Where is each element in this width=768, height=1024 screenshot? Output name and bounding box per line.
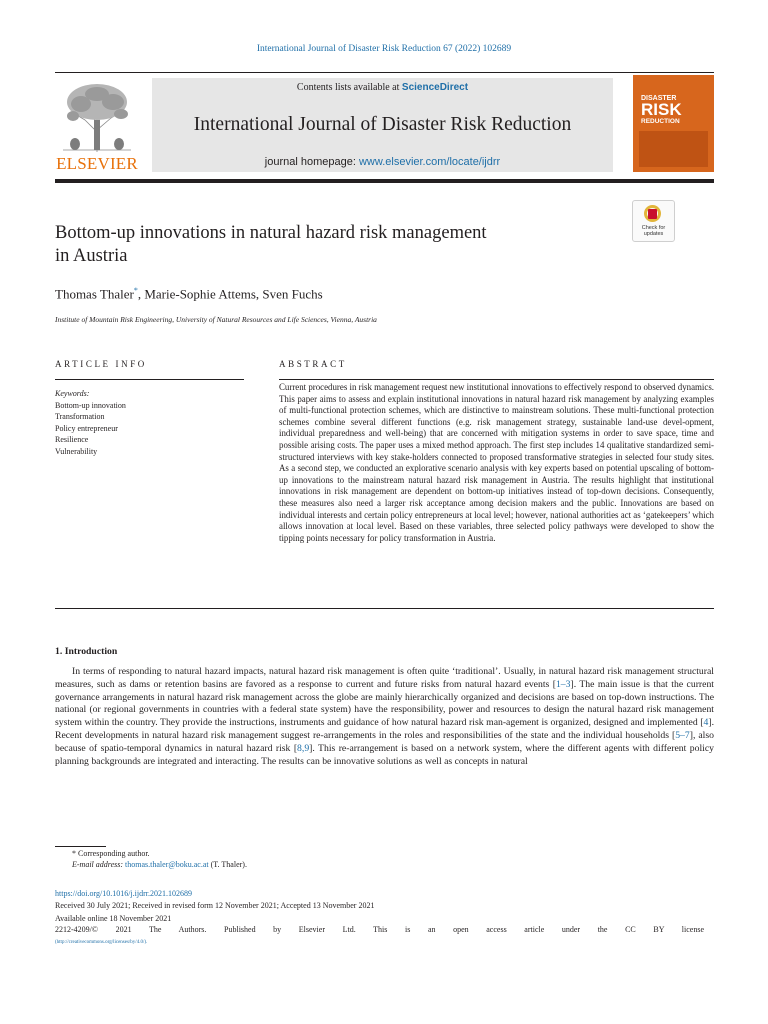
received-dates: Received 30 July 2021; Received in revised form 12 November 2021; Accepted 13 November 2021 <box>55 901 375 910</box>
license-statement: 2212-4209/© 2021 The Authors. Published by Elsevier Ltd. This is an open access article under the CC BY license <box>55 925 704 934</box>
elsevier-tree-icon <box>55 80 139 154</box>
introduction-paragraph <box>55 666 714 768</box>
intro-text: ]. The main issue is that the current governance arrangements in natural hazard risk management across the globe are mainly hierarchically organized and decisions are based on top-down instructions. The national (or regional governments in countries with a federal state system) have the responsibility, power and resources to design the natural hazard risk management system within the country. They provide the instructions, instruments and guidance of how natural hazard risk man-agement is organized, designed and implemented [ <box>55 678 714 729</box>
header-rule <box>55 72 714 73</box>
keywords-label: Keywords: <box>55 389 90 398</box>
sciencedirect-link[interactable]: ScienceDirect <box>401 82 469 93</box>
publisher-wordmark: ELSEVIER <box>56 154 138 173</box>
abstract-text: Current procedures in risk management request new institutional innovations to effectively respond to observed dynamics. This paper aims to assess and explain institutional innovations in natural hazard risk management by analyzing examples of multi-functional protection schemes, which are distinctive to mainstream solutions. These multi-functional protection schemes combine several different functions (e.g. risk management strategy, sustainable land-use devel-opment, individual preparedness and well-being) that are concerned with mitigation systems in order to save space, time and possible arising costs. The paper uses a mixed method approach. The first step includes 14 qualitative standardized semi-structured interviews with key stake-holders connected to proposed transformative strategies in selected four study sites. As a second step, we conducted an explorative scenario analysis with key experts based on potential upscaling of bottom-up innovations to the mainstream natural hazard risk management in Austria. The results highlight that institutional innovations in risk management are dependent on bottom-up initiatives instead of top-down decisions. Consequently, these measures also need a larger risk acceptance among decision makers and the public. Innovations are based on individual interests and certain policy entrepreneurs at local level; however, national authorities act as ‘gatekeepers’ which allows innovation at local level. Based on these variables, three selected policy pathways were developed to show the tipping points necessary for policy transformation in Austria. <box>279 382 714 543</box>
check-updates-label: Check for updates <box>641 225 666 237</box>
journal-title: International Journal of Disaster Risk Reduction <box>193 114 572 135</box>
author-list <box>55 286 323 302</box>
intro-text: In terms of responding to natural hazard impacts, natural hazard risk management is often quite ‘traditional’. Usually, in natural hazard risk management structural measures, such as dams or retention basins are favored as a response to current and future risks from natural hazard events [ <box>55 666 714 690</box>
abstract-bottom-rule <box>55 608 714 609</box>
license-url-link[interactable]: (http://creativecommons.org/licenses/by/4.0/). <box>55 940 148 945</box>
article-title-line1: Bottom-up innovations in natural hazard risk management <box>55 223 487 243</box>
email-suffix: (T. Thaler). <box>208 860 247 869</box>
keyword-item: Vulnerability <box>55 446 98 456</box>
article-title <box>55 222 575 268</box>
abstract-heading: ABSTRACT <box>279 359 347 369</box>
email-label: E-mail address: <box>72 860 124 869</box>
header-thick-rule <box>55 179 714 183</box>
elsevier-logo[interactable] <box>55 80 139 176</box>
article-info-rule <box>55 379 244 380</box>
doi-link[interactable]: https://doi.org/10.1016/j.ijdrr.2021.102689 <box>55 889 192 898</box>
cover-title-line1: DISASTER <box>641 95 677 102</box>
article-title-line2: in Austria <box>55 246 128 266</box>
intro-text: ], also because of spatio-temporal dynamics in natural hazard risk [ <box>55 729 714 754</box>
homepage-link[interactable]: www.elsevier.com/locate/ijdrr <box>358 156 501 168</box>
intro-text: ]. Recent developments in natural hazard risk management suggest re-arrangements in the roles and responsibilities of the state and the individual households [ <box>55 717 714 741</box>
keyword-item: Transformation <box>55 412 105 422</box>
keyword-item: Policy entrepreneur <box>55 423 118 433</box>
affiliation: Institute of Mountain Risk Engineering, University of Natural Resources and Life Sciences, Vienna, Austria <box>55 315 377 324</box>
journal-cover-image[interactable] <box>633 75 714 172</box>
cover-artwork <box>639 131 708 167</box>
footnote-corresponding: * Corresponding author. <box>72 849 150 858</box>
keyword-item: Bottom-up innovation <box>55 400 126 410</box>
footnote-email <box>72 860 247 869</box>
cover-title-line2: RISK <box>641 100 682 119</box>
author-others: , Marie-Sophie Attems, Sven Fuchs <box>137 286 323 302</box>
keyword-item: Resilience <box>55 435 89 445</box>
homepage-prefix: journal homepage: <box>264 156 359 168</box>
cover-title-line3: REDUCTION <box>641 118 680 125</box>
intro-text: ]. This re-arrangement is based on a network system, where the different agents with different policy planning backgrounds are integrated and interacting. The results can be innovative solutions as well as concepts in natural <box>55 742 714 767</box>
email-link[interactable]: thomas.thaler@boku.ac.at <box>125 860 209 869</box>
citation-link[interactable]: 1–3 <box>555 678 571 690</box>
citation-link[interactable]: 5–7 <box>675 729 690 741</box>
check-for-updates-badge[interactable] <box>632 200 675 242</box>
introduction-body <box>55 666 714 768</box>
citation-link[interactable]: 8,9 <box>297 742 310 754</box>
footnote-rule <box>55 846 106 847</box>
journal-citation[interactable]: International Journal of Disaster Risk Reduction 67 (2022) 102689 <box>256 44 512 54</box>
corresponding-author-mark[interactable]: * <box>133 286 138 295</box>
contents-prefix: Contents lists available at <box>296 82 402 93</box>
abstract-rule <box>279 379 714 380</box>
keywords-block <box>55 388 126 458</box>
journal-header-band <box>152 78 613 172</box>
homepage-line <box>152 156 613 168</box>
available-online: Available online 18 November 2021 <box>55 914 172 923</box>
bookmark-icon <box>648 209 657 219</box>
section-heading-introduction: 1. Introduction <box>55 646 118 657</box>
contents-line <box>152 82 613 93</box>
author-thaler[interactable]: Thomas Thaler <box>55 286 134 302</box>
article-info-heading: ARTICLE INFO <box>55 359 147 369</box>
citation-link[interactable]: 4 <box>703 717 709 729</box>
